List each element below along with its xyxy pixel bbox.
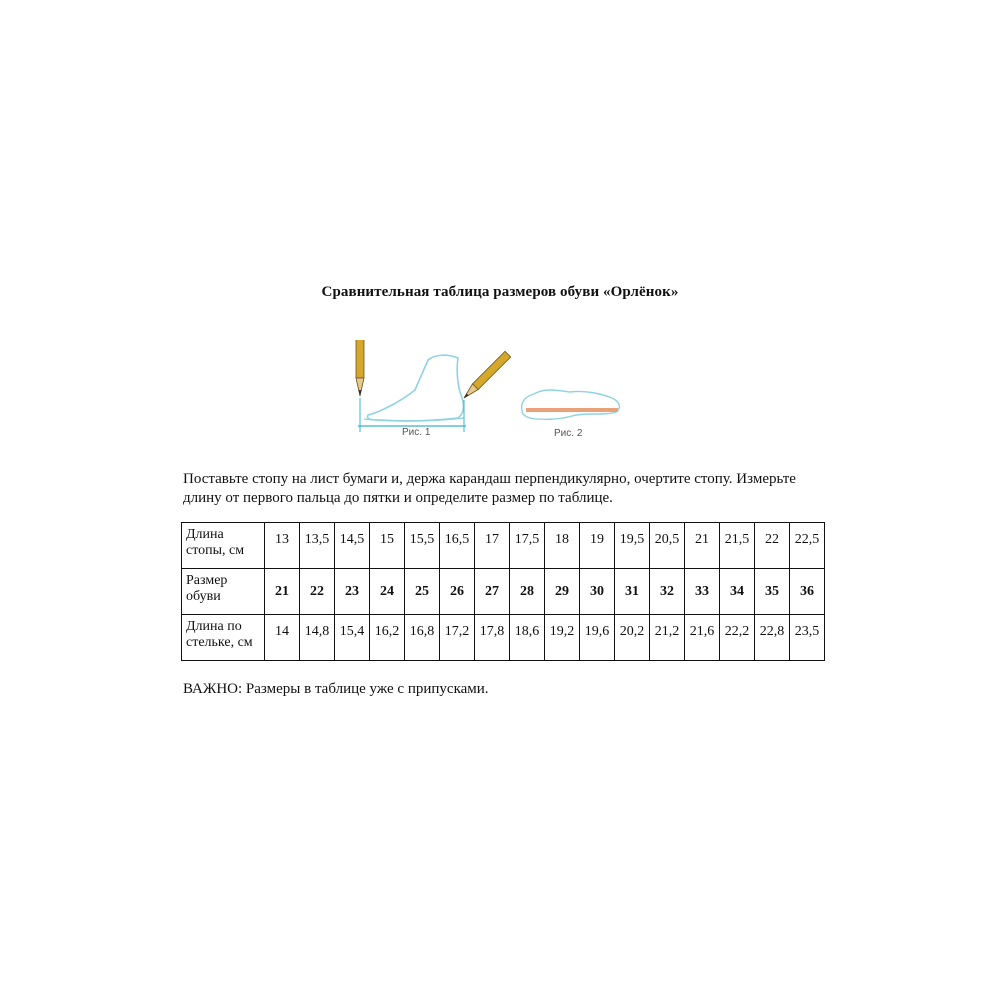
table-row-foot-length — [182, 523, 825, 569]
table-cell: 16,2 — [370, 615, 405, 661]
table-cell: 27 — [475, 569, 510, 615]
table-cell: 22 — [755, 523, 790, 569]
table-cell: 17,5 — [510, 523, 545, 569]
table-cell: 14 — [265, 615, 300, 661]
pencil-left-icon — [356, 340, 364, 396]
pencil-right-icon — [461, 351, 510, 400]
table-cell: 15,5 — [405, 523, 440, 569]
table-cell: 16,8 — [405, 615, 440, 661]
table-cell: 25 — [405, 569, 440, 615]
table-cell: 22,2 — [720, 615, 755, 661]
table-cell: 13 — [265, 523, 300, 569]
table-cell: 17,8 — [475, 615, 510, 661]
table-cell: 24 — [370, 569, 405, 615]
table-cell: 17 — [475, 523, 510, 569]
figure-caption-1: Рис. 1 — [402, 427, 431, 438]
table-cell: 13,5 — [300, 523, 335, 569]
table-cell: 17,2 — [440, 615, 475, 661]
foot-side-outline — [368, 355, 464, 421]
table-cell: 21 — [265, 569, 300, 615]
table-cell: 30 — [580, 569, 615, 615]
ruler-strip — [526, 408, 618, 412]
table-cell: 14,8 — [300, 615, 335, 661]
table-cell: 19 — [580, 523, 615, 569]
table-cell: 16,5 — [440, 523, 475, 569]
figure-caption-2: Рис. 2 — [554, 428, 583, 439]
table-cell: 18,6 — [510, 615, 545, 661]
table-cell: 23 — [335, 569, 370, 615]
table-cell: 18 — [545, 523, 580, 569]
row-label-shoe-size: Размер обуви — [182, 569, 265, 615]
table-cell: 20,2 — [615, 615, 650, 661]
table-cell: 22 — [300, 569, 335, 615]
table-cell: 21,6 — [685, 615, 720, 661]
table-cell: 19,6 — [580, 615, 615, 661]
table-row-insole-length — [182, 615, 825, 661]
table-row-shoe-size — [182, 569, 825, 615]
table-cell: 21,2 — [650, 615, 685, 661]
table-cell: 29 — [545, 569, 580, 615]
table-cell: 14,5 — [335, 523, 370, 569]
table-cell: 28 — [510, 569, 545, 615]
table-cell: 22,5 — [790, 523, 825, 569]
footprint-outline — [522, 390, 620, 419]
table-cell: 32 — [650, 569, 685, 615]
table-cell: 20,5 — [650, 523, 685, 569]
instruction-text: Поставьте стопу на лист бумаги и, держа карандаш перпендикулярно, очертите стопу. Измерьте длину от первого пальца до пятки и определите размер по таблице. — [183, 471, 796, 506]
table-cell: 35 — [755, 569, 790, 615]
row-label-insole-length: Длина по стельке, см — [182, 615, 265, 661]
row-label-foot-length: Длина стопы, см — [182, 523, 265, 569]
table-cell: 36 — [790, 569, 825, 615]
table-cell: 22,8 — [755, 615, 790, 661]
foot-illustration-svg — [340, 340, 640, 448]
size-table — [181, 522, 825, 661]
table-cell: 26 — [440, 569, 475, 615]
table-cell: 19,2 — [545, 615, 580, 661]
table-cell: 21,5 — [720, 523, 755, 569]
table-cell: 15 — [370, 523, 405, 569]
foot-measurement-illustration — [340, 340, 640, 448]
table-cell: 33 — [685, 569, 720, 615]
important-note: ВАЖНО: Размеры в таблице уже с припусками. — [183, 681, 489, 697]
document-title: Сравнительная таблица размеров обуви «Орлёнок» — [321, 284, 679, 300]
table-cell: 23,5 — [790, 615, 825, 661]
table-cell: 21 — [685, 523, 720, 569]
table-cell: 15,4 — [335, 615, 370, 661]
table-cell: 34 — [720, 569, 755, 615]
table-cell: 31 — [615, 569, 650, 615]
table-cell: 19,5 — [615, 523, 650, 569]
